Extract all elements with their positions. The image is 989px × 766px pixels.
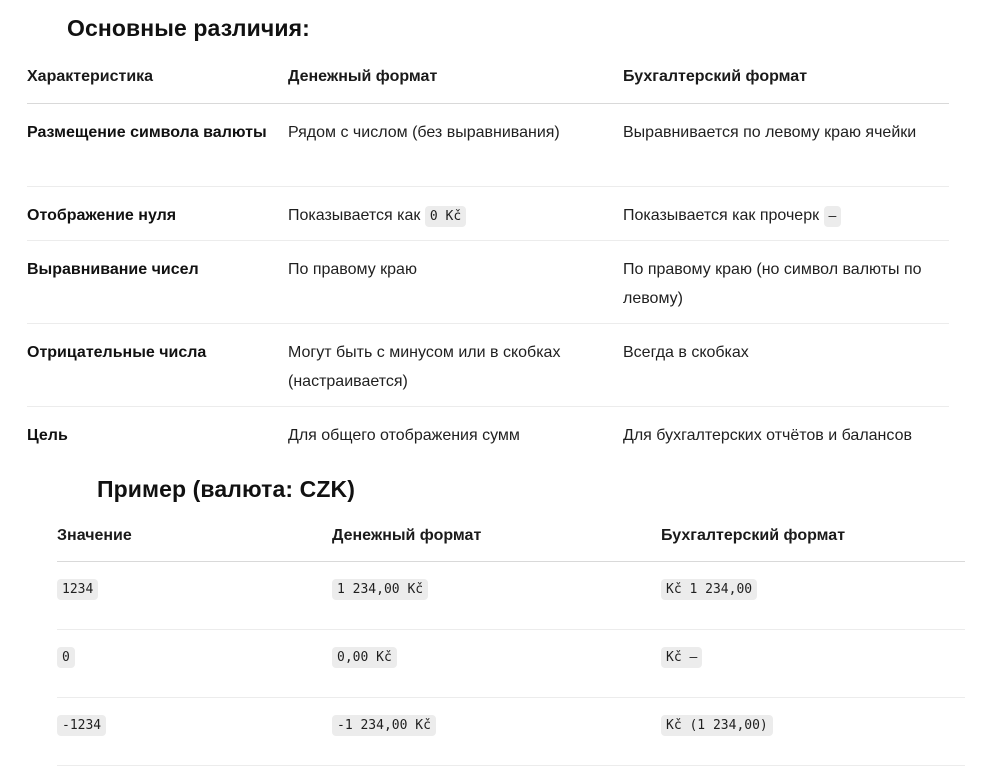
table-row [27, 407, 949, 461]
feature-cell: Цель [27, 427, 68, 444]
accounting-format-cell: Выравнивается по левому краю ячейки [623, 104, 949, 187]
column-header-value: Значение [57, 520, 332, 562]
inline-code: 1 234,00 Kč [332, 579, 428, 600]
inline-code: 1234 [57, 579, 98, 600]
inline-code: 0 [57, 647, 75, 668]
column-header-money-format: Денежный формат [288, 60, 623, 104]
cell-text: Показывается как прочерк [623, 207, 820, 224]
money-format-cell [288, 187, 623, 241]
accounting-format-cell [661, 698, 965, 766]
accounting-format-cell: Всегда в скобках [623, 324, 949, 407]
feature-cell: Размещение символа валюты [27, 104, 288, 187]
money-format-cell [332, 698, 661, 766]
accounting-format-cell [661, 562, 965, 630]
column-header-accounting-format: Бухгалтерский формат [661, 520, 965, 562]
money-format-cell: Могут быть с минусом или в скобках (настраивается) [288, 324, 623, 407]
value-cell [57, 698, 332, 766]
inline-code: 0 Kč [425, 206, 466, 227]
table-row [57, 698, 965, 766]
column-header-money-format: Денежный формат [332, 520, 661, 562]
feature-cell: Отображение нуля [27, 187, 288, 241]
inline-code: Kč – [661, 647, 702, 668]
table-row [27, 104, 949, 187]
table-row [27, 187, 949, 241]
money-format-cell: Рядом с числом (без выравнивания) [288, 104, 623, 187]
example-table [57, 520, 965, 766]
inline-code: -1234 [57, 715, 106, 736]
value-cell [57, 562, 332, 630]
feature-cell: Отрицательные числа [27, 324, 288, 407]
accounting-format-cell: По правому краю (но символ валюты по левому) [623, 241, 949, 324]
column-header-accounting-format: Бухгалтерский формат [623, 60, 949, 104]
differences-heading: Основные различия: [67, 15, 310, 41]
table-row [57, 630, 965, 698]
column-header-feature: Характеристика [27, 60, 288, 104]
table-row [27, 241, 949, 324]
table-row [27, 324, 949, 407]
inline-code: – [824, 206, 842, 227]
money-format-cell: Для общего отображения сумм [288, 427, 520, 444]
money-format-cell [332, 630, 661, 698]
money-format-cell: По правому краю [288, 241, 623, 324]
differences-table [27, 60, 949, 461]
table-header-row [27, 60, 949, 104]
accounting-format-cell: Для бухгалтерских отчётов и балансов [623, 427, 912, 444]
inline-code: Kč (1 234,00) [661, 715, 773, 736]
example-heading: Пример (валюта: CZK) [97, 476, 355, 502]
accounting-format-cell [623, 187, 949, 241]
inline-code: -1 234,00 Kč [332, 715, 436, 736]
money-format-cell [332, 562, 661, 630]
cell-text: Показывается как [288, 207, 421, 224]
accounting-format-cell [661, 630, 965, 698]
table-row [57, 562, 965, 630]
inline-code: Kč 1 234,00 [661, 579, 757, 600]
inline-code: 0,00 Kč [332, 647, 397, 668]
table-header-row [57, 520, 965, 562]
value-cell [57, 630, 332, 698]
feature-cell: Выравнивание чисел [27, 241, 288, 324]
